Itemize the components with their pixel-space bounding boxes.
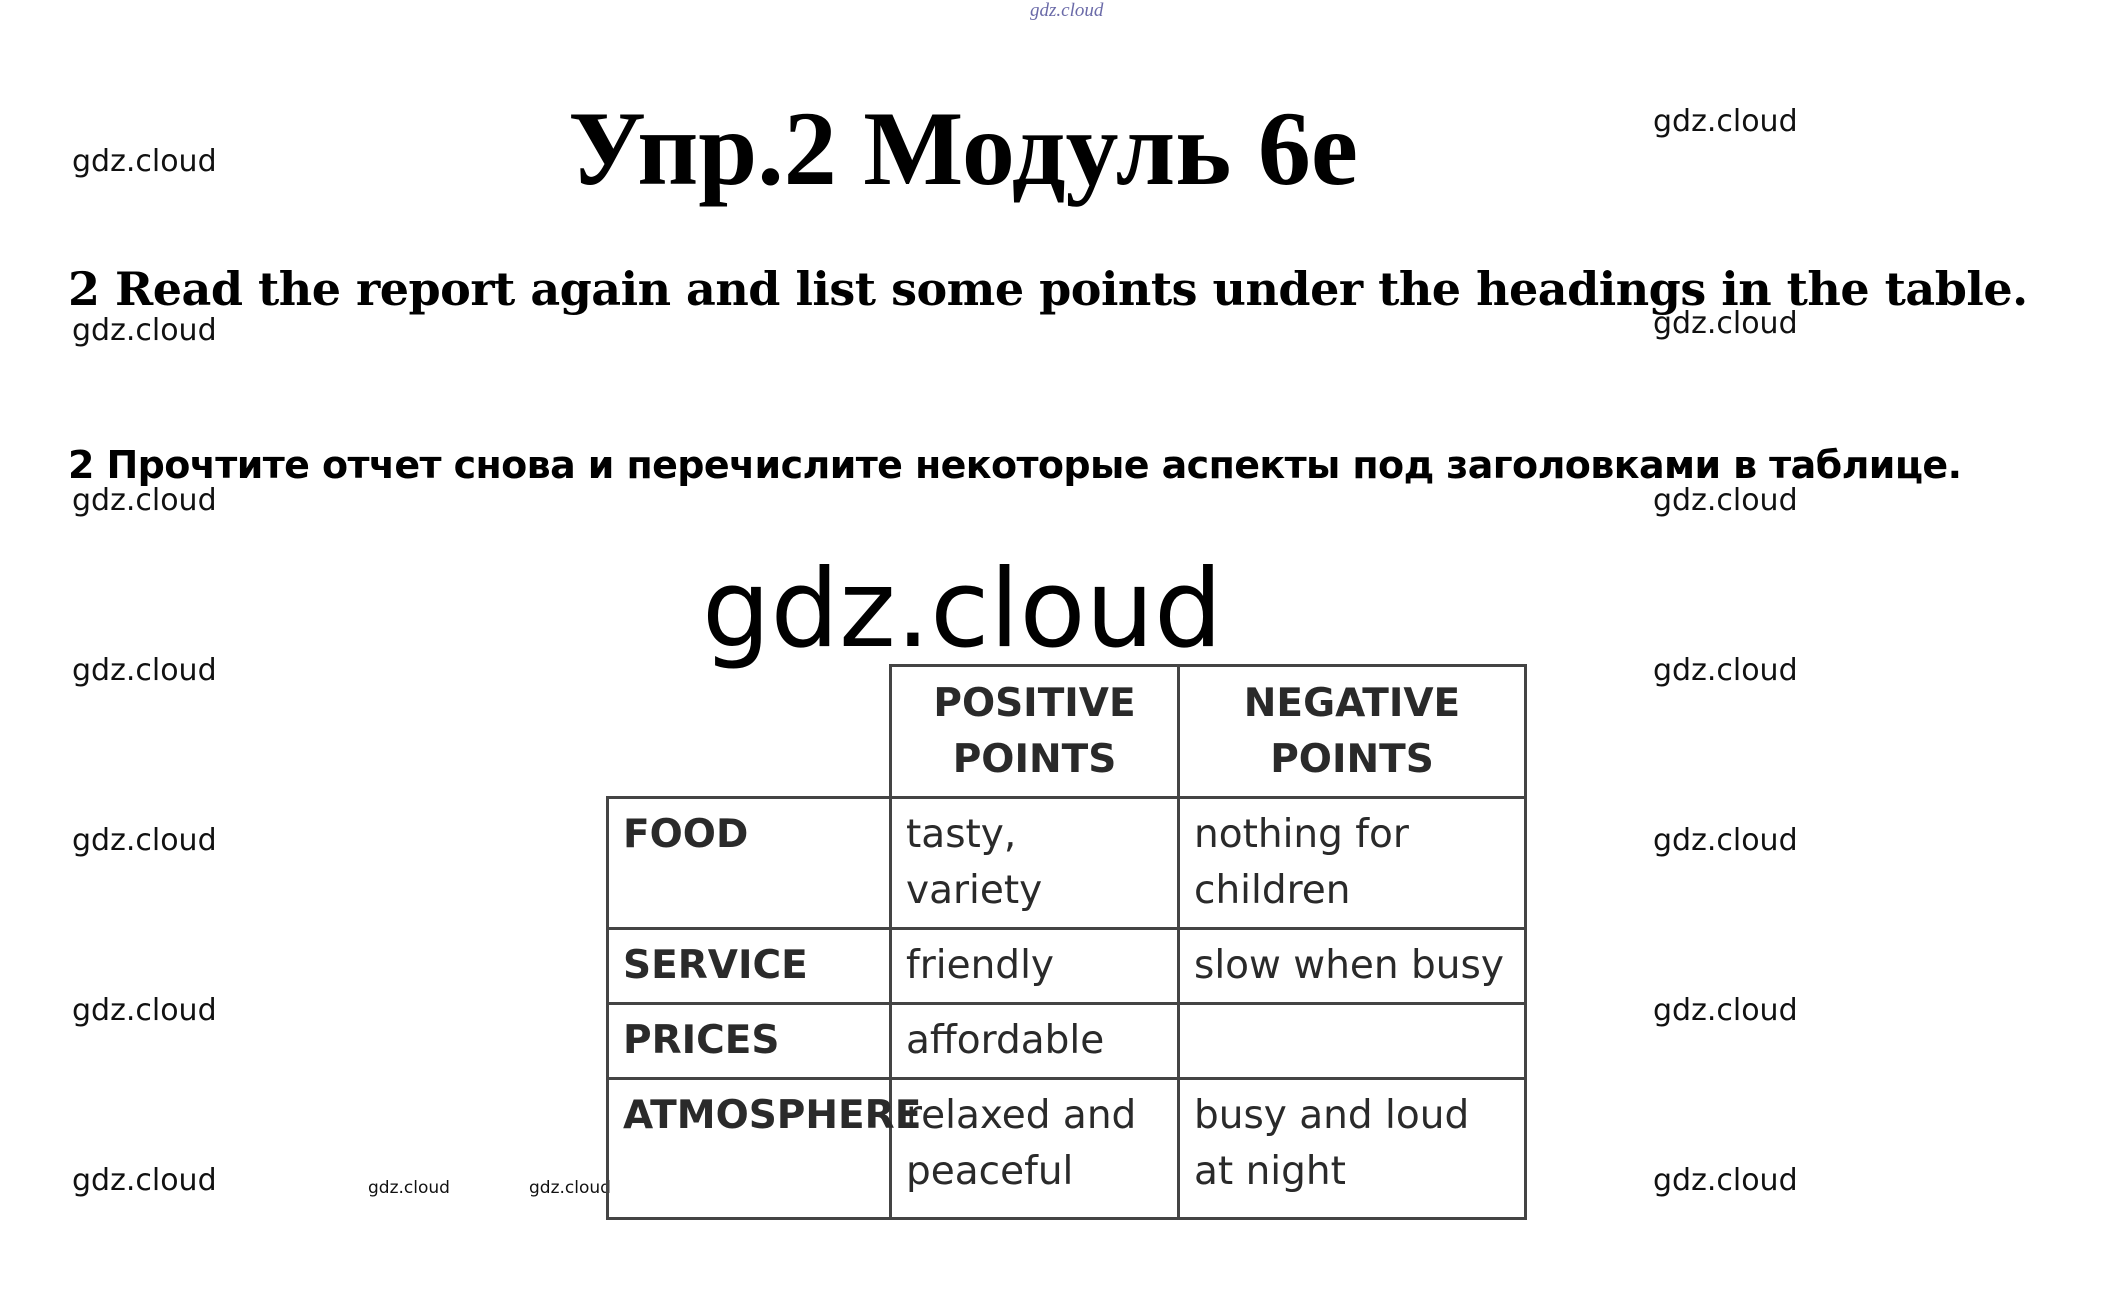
row-heading-food: FOOD — [608, 798, 891, 929]
cell-positive: friendly — [891, 929, 1179, 1004]
table-header-row — [608, 666, 1526, 798]
watermark: gdz.cloud — [1653, 993, 1798, 1028]
watermark: gdz.cloud — [1653, 306, 1798, 341]
watermark: gdz.cloud — [72, 823, 217, 858]
points-table — [606, 664, 1527, 1220]
page-title: Упр.2 Модуль 6e — [568, 90, 1358, 207]
watermark: gdz.cloud — [72, 1163, 217, 1198]
watermark: gdz.cloud — [72, 144, 217, 179]
table-row — [608, 1004, 1526, 1079]
row-heading-atmosphere: ATMOSPHERE — [608, 1079, 891, 1219]
points-table-figure — [606, 664, 1524, 1204]
watermark: gdz.cloud — [72, 483, 217, 518]
task-instruction-english: 2 Read the report again and list some points under the headings in the table. — [68, 262, 2028, 316]
watermark: gdz.cloud — [72, 993, 217, 1028]
table-row — [608, 1079, 1526, 1219]
cell-negative — [1179, 1004, 1526, 1079]
row-heading-prices: PRICES — [608, 1004, 891, 1079]
table-row — [608, 798, 1526, 929]
cell-negative: nothing for children — [1179, 798, 1526, 929]
watermark-small: gdz.cloud — [529, 1178, 611, 1198]
watermark: gdz.cloud — [72, 313, 217, 348]
row-heading-service: SERVICE — [608, 929, 891, 1004]
table-corner-cell — [608, 666, 891, 798]
cell-positive: affordable — [891, 1004, 1179, 1079]
cell-positive: relaxed and peaceful — [891, 1079, 1179, 1219]
watermark-large: gdz.cloud — [702, 547, 1223, 672]
cell-negative: busy and loud at night — [1179, 1079, 1526, 1219]
watermark: gdz.cloud — [72, 653, 217, 688]
cell-negative: slow when busy — [1179, 929, 1526, 1004]
watermark: gdz.cloud — [1653, 1163, 1798, 1198]
watermark-top: gdz.cloud — [1030, 0, 1104, 21]
task-instruction-russian: 2 Прочтите отчет снова и перечислите некоторые аспекты под заголовками в таблице. — [68, 443, 1962, 487]
watermark: gdz.cloud — [1653, 823, 1798, 858]
cell-positive: tasty, variety — [891, 798, 1179, 929]
table-row — [608, 929, 1526, 1004]
header-positive-points: POSITIVE POINTS — [891, 666, 1179, 798]
watermark-small: gdz.cloud — [368, 1178, 450, 1198]
watermark: gdz.cloud — [1653, 483, 1798, 518]
header-negative-points: NEGATIVE POINTS — [1179, 666, 1526, 798]
watermark: gdz.cloud — [1653, 653, 1798, 688]
watermark: gdz.cloud — [1653, 104, 1798, 139]
